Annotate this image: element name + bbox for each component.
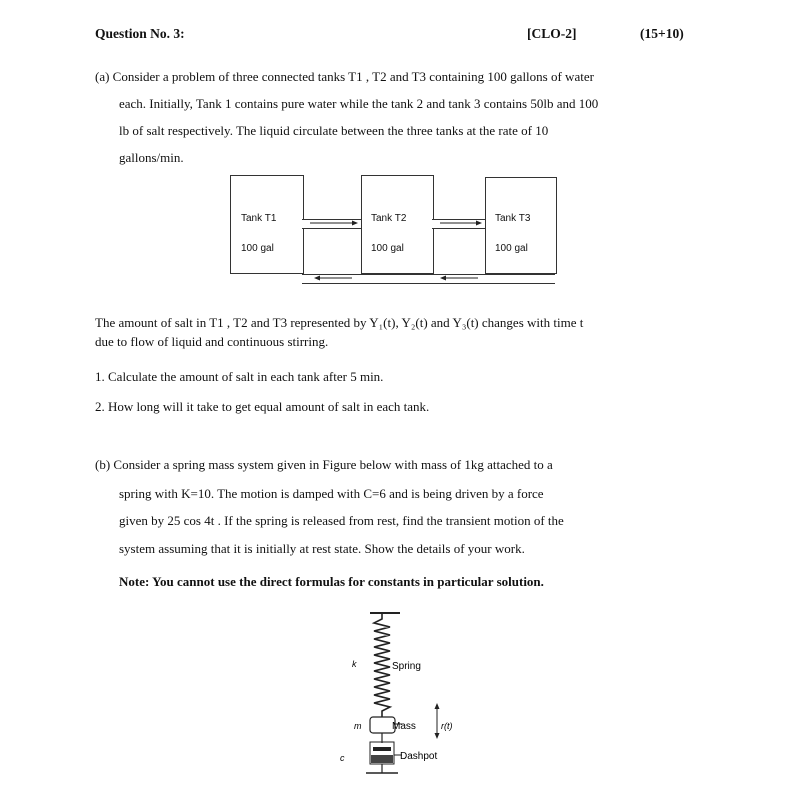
part-a-line-1: (a) Consider a problem of three connected tanks T1 , T2 and T3 containing 100 gallons of water (95, 69, 594, 84)
dashpot-fluid (371, 755, 393, 763)
force-arrow-up (435, 703, 440, 709)
description-line-2: due to flow of liquid and continuous stirring. (95, 334, 329, 349)
m-label: m (354, 721, 362, 731)
part-a-line-2: each. Initially, Tank 1 contains pure water while the tank 2 and tank 3 contains 50lb and 100 (119, 96, 599, 111)
task-2: 2. How long will it take to get equal amount of salt in each tank. (95, 399, 430, 414)
mass-label: Mass (392, 721, 416, 732)
return-arrow-head-2 (440, 276, 446, 281)
tank-t2-label: Tank T2 (371, 213, 407, 224)
force-label: r(t) (441, 721, 453, 731)
spring-mass-figure (330, 605, 510, 780)
return-arrow-head-1 (314, 276, 320, 281)
k-label: k (352, 659, 357, 669)
spring-label: Spring (392, 661, 421, 672)
part-b-line-1: (b) Consider a spring mass system given in Figure below with mass of 1kg attached to a (95, 457, 553, 472)
dashpot-label: Dashpot (400, 751, 438, 762)
spring-coil (374, 613, 390, 717)
tank-t2-volume: 100 gal (371, 243, 404, 254)
tank-t1-label: Tank T1 (241, 213, 277, 224)
part-b-line-4: system assuming that it is initially at rest state. Show the details of your work. (119, 541, 525, 556)
marks: (15+10) (640, 26, 684, 41)
description-line-1: The amount of salt in T1 , T2 and T3 represented by Y₁(t), Y₂(t) and Y₃(t) changes with time t (95, 315, 584, 330)
arrow-head-t1-t2 (352, 221, 358, 226)
question-number: Question No. 3: (95, 26, 185, 41)
part-b-line-3: given by 25 cos 4t . If the spring is released from rest, find the transient motion of the (119, 513, 564, 528)
tank-t1-volume: 100 gal (241, 243, 274, 254)
part-b-line-2: spring with K=10. The motion is damped with C=6 and is being driven by a force (119, 486, 544, 501)
task-1: 1. Calculate the amount of salt in each tank after 5 min. (95, 369, 384, 384)
tank-t3-volume: 100 gal (495, 243, 528, 254)
part-a-line-4: gallons/min. (119, 150, 184, 165)
part-a-line-3: lb of salt respectively. The liquid circulate between the three tanks at the rate of 10 (119, 123, 549, 138)
clo-tag: [CLO-2] (527, 26, 577, 41)
c-label: c (340, 753, 345, 763)
flow-arrows (0, 0, 785, 300)
dashpot-piston (373, 747, 391, 751)
note: Note: You cannot use the direct formulas for constants in particular solution. (119, 574, 544, 589)
force-arrow-down (435, 733, 440, 739)
tank-t3-label: Tank T3 (495, 213, 531, 224)
arrow-head-t2-t3 (476, 221, 482, 226)
